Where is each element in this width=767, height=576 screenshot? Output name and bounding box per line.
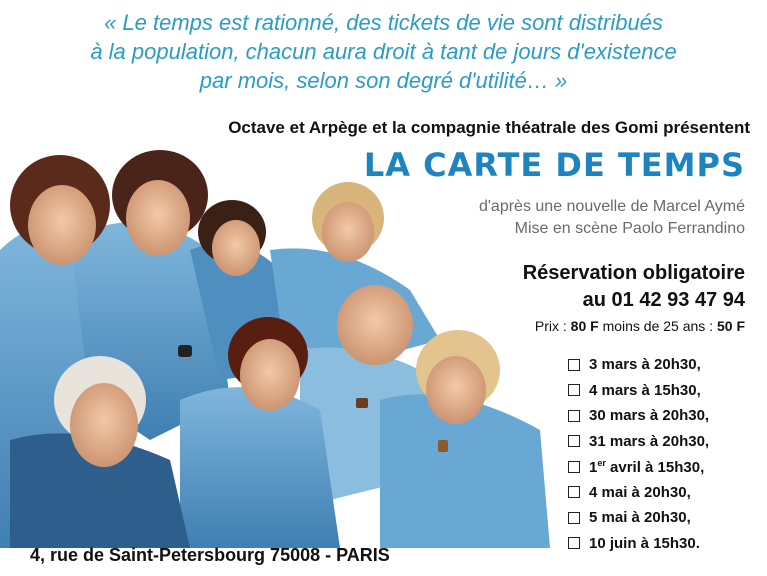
reservation-phone: au 01 42 93 47 94 xyxy=(582,289,745,311)
checkbox-icon xyxy=(568,512,580,524)
cast-photo-illustration xyxy=(0,140,560,548)
reservation xyxy=(523,260,745,314)
date-item xyxy=(568,505,763,531)
checkbox-icon xyxy=(568,410,580,422)
price-prefix: Prix : xyxy=(534,318,571,334)
checkbox-icon xyxy=(568,461,580,473)
date-text: 30 mars à 20h30, xyxy=(589,407,710,425)
date-ordinal: er xyxy=(597,457,606,468)
checkbox-icon xyxy=(568,359,580,371)
checkbox-icon xyxy=(568,384,580,396)
prices xyxy=(535,318,745,334)
date-text: 4 mars à 15h30, xyxy=(589,381,701,399)
date-text: 3 mars à 20h30, xyxy=(589,356,701,374)
date-text: 31 mars à 20h30, xyxy=(589,432,710,450)
price-reduced: 50 F xyxy=(716,318,745,334)
date-item xyxy=(568,378,763,404)
presenters-line: Octave et Arpège et la compagnie théatrale des Gomi présentent xyxy=(228,118,750,137)
venue-address: 4, rue de Saint-Petersbourg 75008 - PARIS xyxy=(30,545,390,565)
date-item xyxy=(568,352,763,378)
date-day: 1 xyxy=(589,458,598,476)
date-rest: avril à 15h30, xyxy=(605,458,705,476)
date-text xyxy=(589,458,704,476)
play-title: LA CARTE DE TEMPS xyxy=(363,146,745,184)
checkbox-icon xyxy=(568,435,580,447)
date-item xyxy=(568,531,763,557)
date-item xyxy=(568,403,763,429)
performance-dates xyxy=(568,352,763,556)
date-text: 4 mai à 20h30, xyxy=(589,483,691,501)
date-item xyxy=(568,429,763,455)
credits xyxy=(479,196,745,240)
checkbox-icon xyxy=(568,486,580,498)
quote xyxy=(0,8,767,95)
reservation-label: Réservation obligatoire xyxy=(522,262,745,284)
date-item xyxy=(568,480,763,506)
cast-photo xyxy=(0,140,560,548)
director-credit: Mise en scène Paolo Ferrandino xyxy=(514,220,745,237)
quote-line-3: par mois, selon son degré d'utilité… » xyxy=(199,68,568,93)
date-item xyxy=(568,454,763,480)
price-middle: moins de 25 ans : xyxy=(598,318,717,334)
checkbox-icon xyxy=(568,537,580,549)
date-text: 5 mai à 20h30, xyxy=(589,509,691,527)
author-credit: d'après une nouvelle de Marcel Aymé xyxy=(478,198,745,215)
date-text: 10 juin à 15h30. xyxy=(589,534,700,552)
quote-line-2: à la population, chacun aura droit à tant de jours d'existence xyxy=(90,39,677,64)
price-full: 80 F xyxy=(570,318,599,334)
quote-line-1: « Le temps est rationné, des tickets de vie sont distribués xyxy=(104,10,663,35)
